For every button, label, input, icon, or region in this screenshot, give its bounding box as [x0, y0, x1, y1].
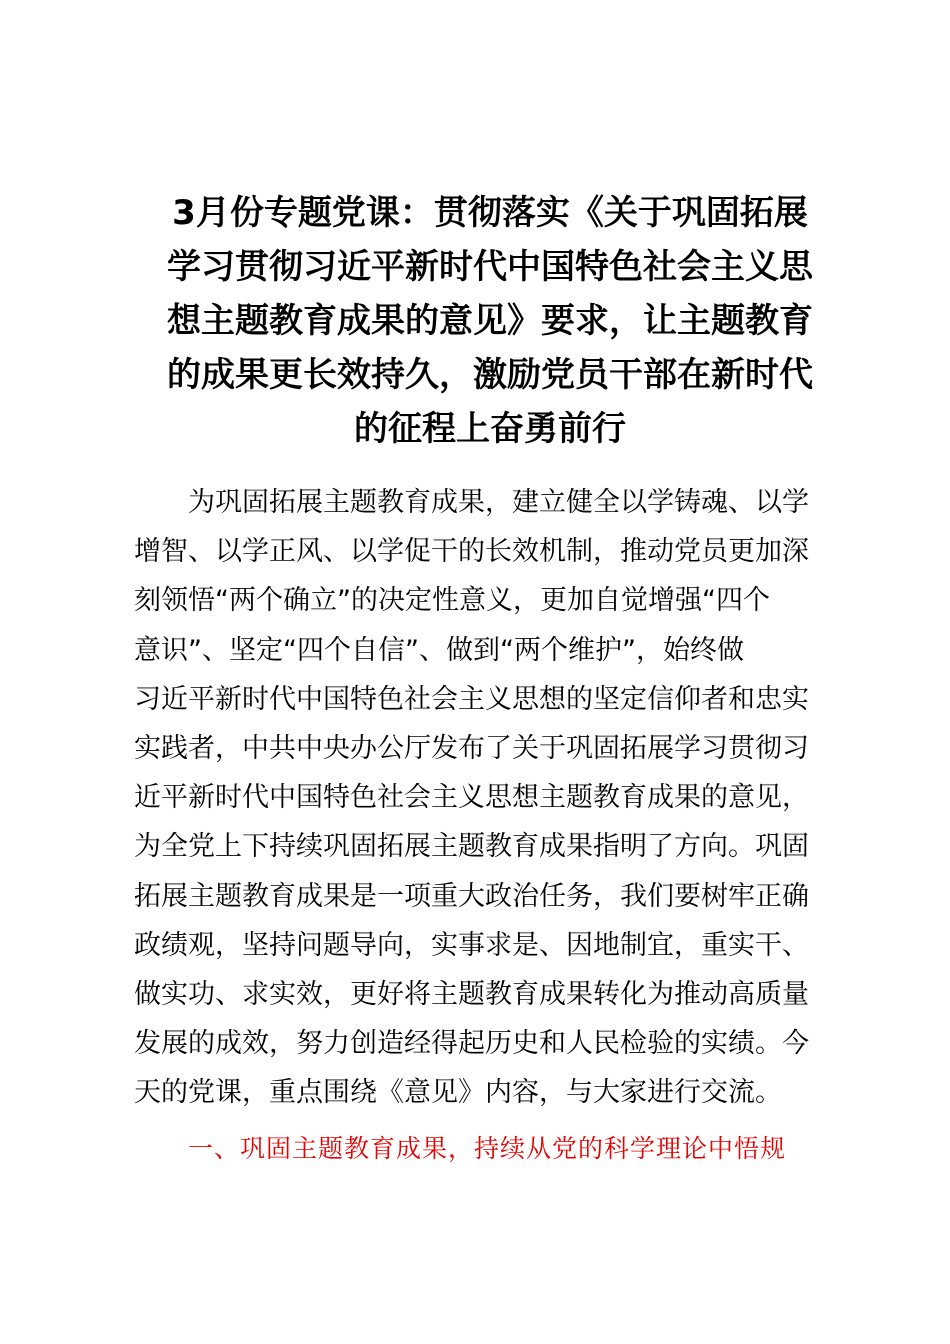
paragraph-line: 为全党上下持续巩固拓展主题教育成果指明了方向。巩固	[134, 831, 809, 863]
document-title	[130, 186, 850, 456]
paragraph-line: 实践者，中共中央办公厅发布了关于巩固拓展学习贯彻习	[134, 733, 809, 765]
paragraph-line: 近平新时代中国特色社会主义思想主题教育成果的意见，	[134, 782, 809, 814]
paragraph-line: 拓展主题教育成果是一项重大政治任务，我们要树牢正确	[134, 880, 809, 912]
paragraph-line: 习近平新时代中国特色社会主义思想的坚定信仰者和忠实	[134, 683, 809, 715]
paragraph-line: 发展的成效，努力创造经得起历史和人民检验的实绩。今	[134, 1028, 809, 1060]
paragraph-line: 政绩观，坚持问题导向，实事求是、因地制宜，重实干、	[134, 929, 809, 961]
paragraph-line: 增智、以学正风、以学促干的长效机制，推动党员更加深	[134, 536, 809, 568]
paragraph-line: 意识”、坚定“四个自信”、做到“两个维护”，始终做	[134, 634, 744, 666]
title-line: 的征程上奋勇前行	[354, 409, 626, 449]
paragraph-line: 为巩固拓展主题教育成果，建立健全以学铸魂、以学	[188, 487, 809, 518]
body-paragraph	[134, 478, 834, 1118]
title-line: 3月份专题党课：贯彻落实《关于巩固拓展	[172, 193, 808, 233]
section-heading: 一、巩固主题教育成果，持续从党的科学理论中悟规	[188, 1134, 787, 1163]
title-line: 想主题教育成果的意见》要求，让主题教育	[167, 301, 813, 341]
paragraph-line: 做实功、求实效，更好将主题教育成果转化为推动高质量	[134, 979, 809, 1011]
title-line: 学习贯彻习近平新时代中国特色社会主义思	[167, 247, 813, 287]
paragraph-line: 天的党课，重点围绕《意见》内容，与大家进行交流。	[134, 1077, 782, 1109]
paragraph-line: 刻领悟“两个确立”的决定性意义，更加自觉增强“四个	[134, 585, 770, 617]
title-line: 的成果更长效持久，激励党员干部在新时代	[167, 355, 813, 395]
